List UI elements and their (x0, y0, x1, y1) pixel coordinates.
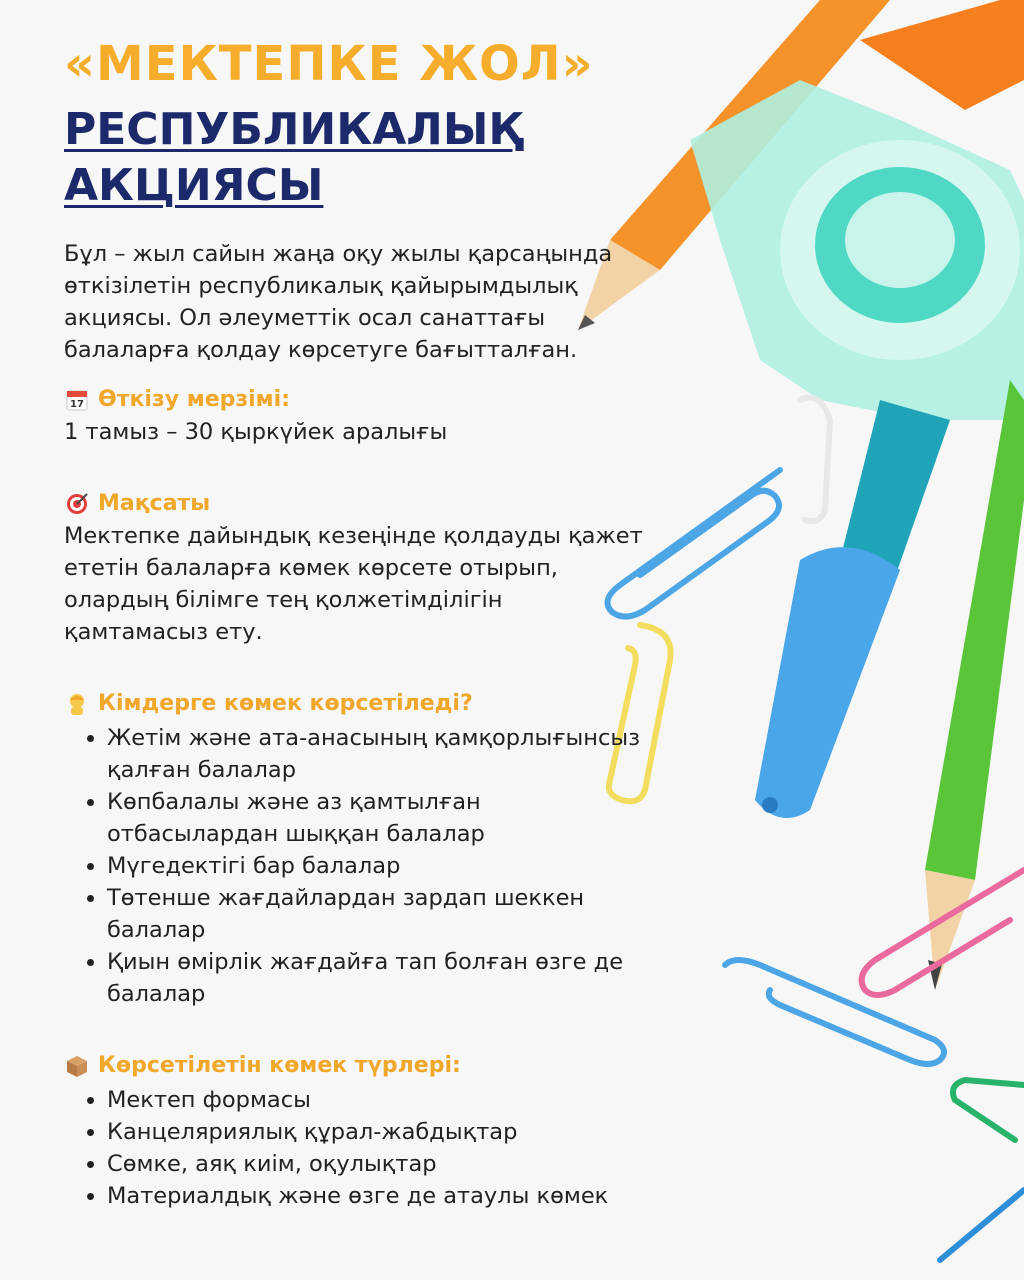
goal-heading: Мақсаты (98, 491, 211, 516)
blue-marker-icon (755, 400, 950, 818)
aid-section (64, 1050, 644, 1212)
target-icon (64, 491, 90, 517)
list-item: • Канцеляриялық құрал-жабдықтар (107, 1116, 644, 1148)
ruler-icon (860, 0, 1024, 110)
aid-heading: Көрсетілетін көмек түрлері: (98, 1053, 461, 1078)
title-subtitle: РЕСПУБЛИКАЛЫҚ АКЦИЯСЫ (64, 104, 523, 211)
recipients-list (64, 722, 644, 1010)
period-text: 1 тамыз – 30 қыркүйек аралығы (64, 419, 448, 445)
list-item: • Жетім және ата-анасының қамқорлығынсыз қалған балалар (107, 722, 644, 786)
calendar-icon (64, 387, 90, 413)
title-campaign-name: «МЕКТЕПКЕ ЖОЛ» (64, 36, 594, 92)
period-section (64, 384, 644, 448)
list-item: • Төтенше жағдайлардан зардап шеккен балалар (107, 882, 644, 946)
main-content (64, 36, 644, 1212)
green-paperclip-icon (953, 1080, 1024, 1140)
package-icon (64, 1053, 90, 1079)
list-item: • Сөмке, аяқ киім, оқулықтар (107, 1148, 644, 1180)
goal-section (64, 488, 644, 648)
svg-text:17: 17 (70, 399, 84, 410)
list-item: • Материалдық және өзге де атаулы көмек (107, 1180, 644, 1212)
blue-paperclip-2-icon (725, 960, 944, 1064)
recipients-section (64, 688, 644, 1010)
list-item: • Мүгедектігі бар балалар (107, 850, 644, 882)
goal-text: Мектепке дайындық кезеңінде қолдауды қажет ететін балаларға көмек көрсете отырып, олардың білімге тең қолжетімділігін қамтамасыз ету. (64, 523, 643, 645)
aid-list (64, 1084, 644, 1212)
recipients-heading: Кімдерге көмек көрсетіледі? (98, 691, 473, 716)
period-heading: Өткізу мерзімі: (98, 387, 291, 412)
intro-text: Бұл – жыл сайын жаңа оқу жылы қарсаңында өткізілетін республикалық қайырымдылық акциясы. Ол әлеуметтік осал санаттағы балаларға қолдау көрсетуге бағытталған. (64, 241, 613, 363)
list-item: • Қиын өмірлік жағдайға тап болған өзге де балалар (107, 946, 644, 1010)
list-item: • Көпбалалы және аз қамтылған отбасылардан шыққан балалар (107, 786, 644, 850)
child-icon (64, 691, 90, 717)
blue-paperclip-3-icon (940, 1190, 1024, 1260)
white-paperclip-icon (800, 398, 830, 522)
list-item: • Мектеп формасы (107, 1084, 644, 1116)
tape-dispenser-icon (690, 80, 1024, 420)
